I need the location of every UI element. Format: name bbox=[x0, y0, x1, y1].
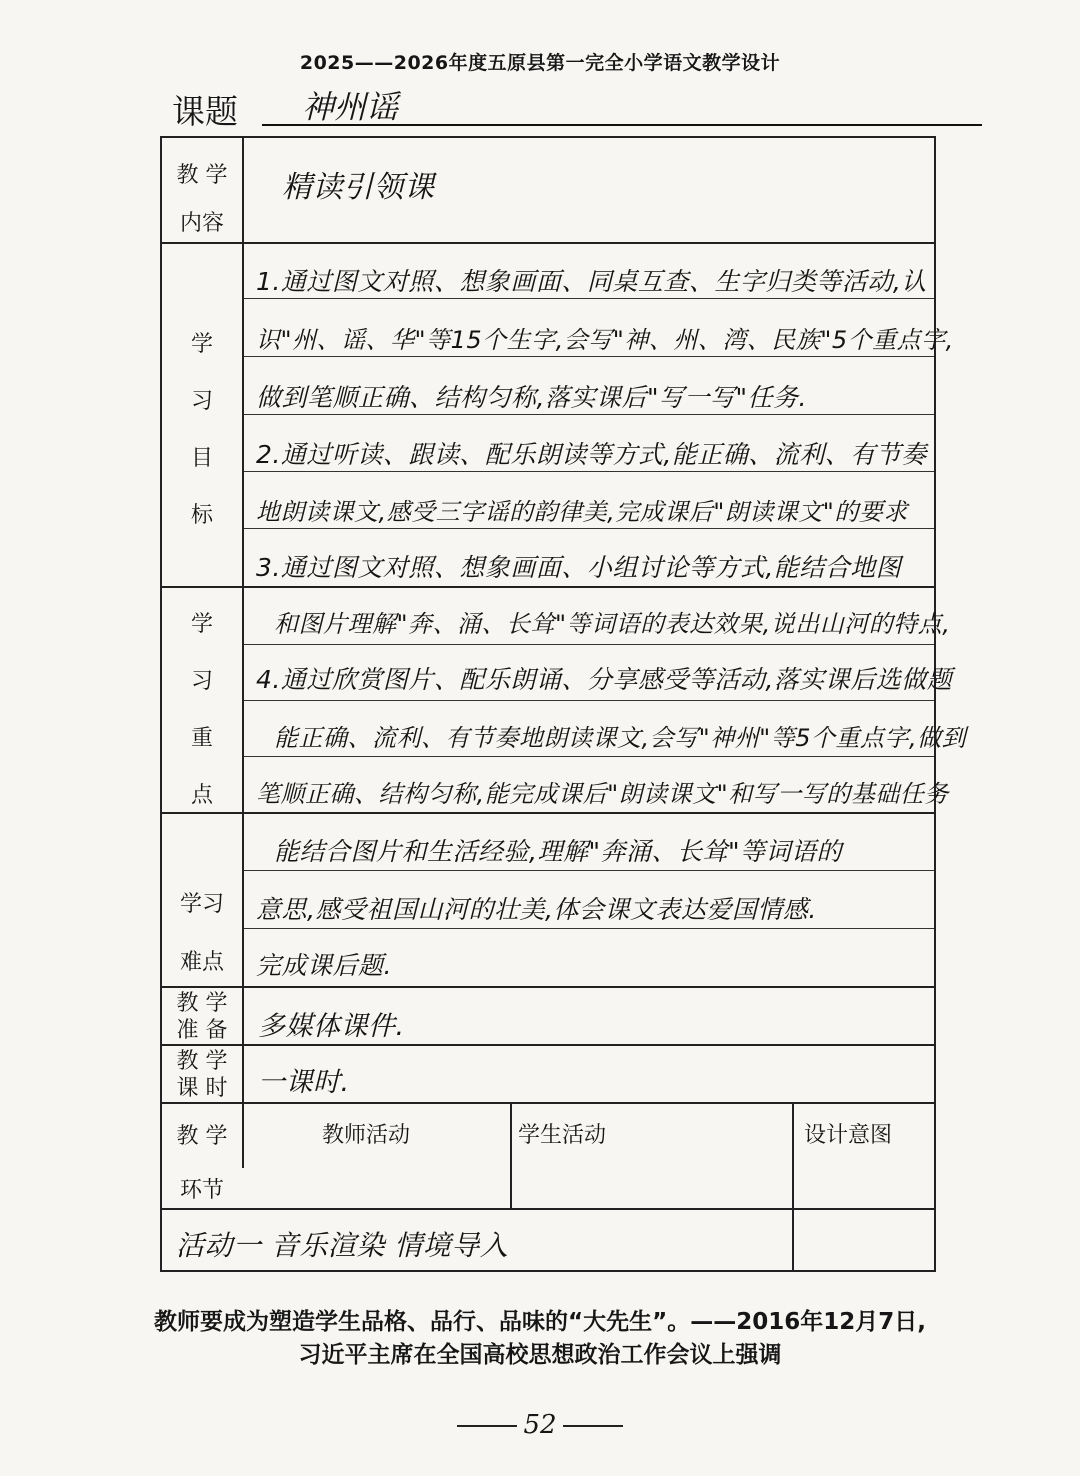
page-number-dash bbox=[457, 1425, 517, 1427]
difficulty-line: 能结合图片和生活经验,理解"奔涌、长耸"等词语的 bbox=[274, 837, 842, 866]
ruled-line bbox=[244, 700, 934, 701]
page-number-dash bbox=[563, 1425, 623, 1427]
objective-line: 识"州、谣、华"等15个生字,会写"神、州、湾、民族"5个重点字, bbox=[256, 326, 954, 354]
key-points-label: 学 习 重 点 bbox=[190, 612, 213, 808]
objective-line: 3.通过图文对照、想象画面、小组讨论等方式,能结合地图 bbox=[256, 553, 902, 582]
preparation-text: 多媒体课件. bbox=[258, 1011, 405, 1042]
ruled-line bbox=[244, 644, 934, 645]
footer-quote bbox=[0, 1306, 1080, 1373]
page-number bbox=[440, 1410, 640, 1440]
difficulties-label: 学习 难点 bbox=[179, 892, 224, 975]
row-divider bbox=[162, 586, 934, 588]
page-header: 2025——2026年度五原县第一完全小学语文教学设计 bbox=[299, 52, 781, 74]
key-point-line: 笔顺正确、结构匀称,能完成课后"朗读课文"和写一写的基础任务 bbox=[256, 780, 949, 808]
ruled-line bbox=[244, 528, 934, 529]
process-label: 教 学 环节 bbox=[176, 1124, 228, 1203]
objective-line: 做到笔顺正确、结构匀称,落实课后"写一写"任务. bbox=[256, 383, 807, 412]
hours-text: 一课时. bbox=[258, 1067, 350, 1098]
ruled-line bbox=[244, 756, 934, 757]
ruled-line bbox=[244, 870, 934, 871]
objective-line: 地朗读课文,感受三字谣的韵律美,完成课后"朗读课文"的要求 bbox=[256, 498, 908, 526]
lesson-title-row bbox=[172, 82, 982, 130]
column-divider bbox=[510, 1102, 512, 1208]
content-label: 教 学 内容 bbox=[176, 163, 228, 236]
key-point-line: 和图片理解"奔、涌、长耸"等词语的表达效果,说出山河的特点, bbox=[274, 610, 951, 638]
row-divider bbox=[162, 242, 934, 244]
lesson-title-value: 神州谣 bbox=[302, 88, 399, 126]
label-column-divider bbox=[242, 138, 244, 1168]
lesson-title-label: 课题 bbox=[172, 92, 238, 131]
ruled-line bbox=[244, 414, 934, 415]
objective-line: 1.通过图文对照、想象画面、同桌互查、生字归类等活动,认 bbox=[256, 267, 927, 296]
activity-one-text: 活动一 音乐渲染 情境导入 bbox=[176, 1229, 509, 1262]
row-divider bbox=[162, 1102, 934, 1104]
objectives-label: 学 习 目 标 bbox=[190, 332, 213, 528]
key-point-line: 能正确、流利、有节奏地朗读课文,会写"神州"等5个重点字,做到 bbox=[274, 724, 967, 752]
row-divider bbox=[162, 812, 934, 814]
column-divider bbox=[792, 1102, 794, 1272]
ruled-line bbox=[244, 356, 934, 357]
preparation-label: 教 学 准 备 bbox=[176, 991, 228, 1043]
row-divider bbox=[162, 1044, 934, 1046]
ruled-line bbox=[244, 471, 934, 472]
difficulty-line: 意思,感受祖国山河的壮美,体会课文表达爱国情感. bbox=[256, 895, 817, 924]
lesson-plan-form bbox=[160, 136, 967, 1272]
design-intent-header: 设计意图 bbox=[804, 1123, 893, 1148]
hours-label: 教 学 课 时 bbox=[176, 1049, 228, 1101]
row-divider bbox=[162, 1208, 934, 1210]
key-point-line: 4.通过欣赏图片、配乐朗诵、分享感受等活动,落实课后选做题 bbox=[256, 665, 953, 694]
content-text: 精读引领课 bbox=[282, 170, 435, 205]
row-divider bbox=[162, 986, 934, 988]
footer-quote-line: 习近平主席在全国高校思想政治工作会议上强调 bbox=[298, 1342, 782, 1369]
objective-line: 2.通过听读、跟读、配乐朗读等方式,能正确、流利、有节奏 bbox=[256, 440, 927, 469]
student-activity-header: 学生活动 bbox=[518, 1123, 607, 1148]
teacher-activity-header: 教师活动 bbox=[322, 1123, 411, 1148]
title-underline bbox=[262, 124, 982, 126]
footer-quote-line: 教师要成为塑造学生品格、品行、品味的“大先生”。——2016年12月7日, bbox=[154, 1309, 926, 1335]
page-number-value: 52 bbox=[523, 1410, 557, 1440]
difficulty-line: 完成课后题. bbox=[256, 951, 392, 980]
ruled-line bbox=[244, 298, 934, 299]
ruled-line bbox=[244, 928, 934, 929]
